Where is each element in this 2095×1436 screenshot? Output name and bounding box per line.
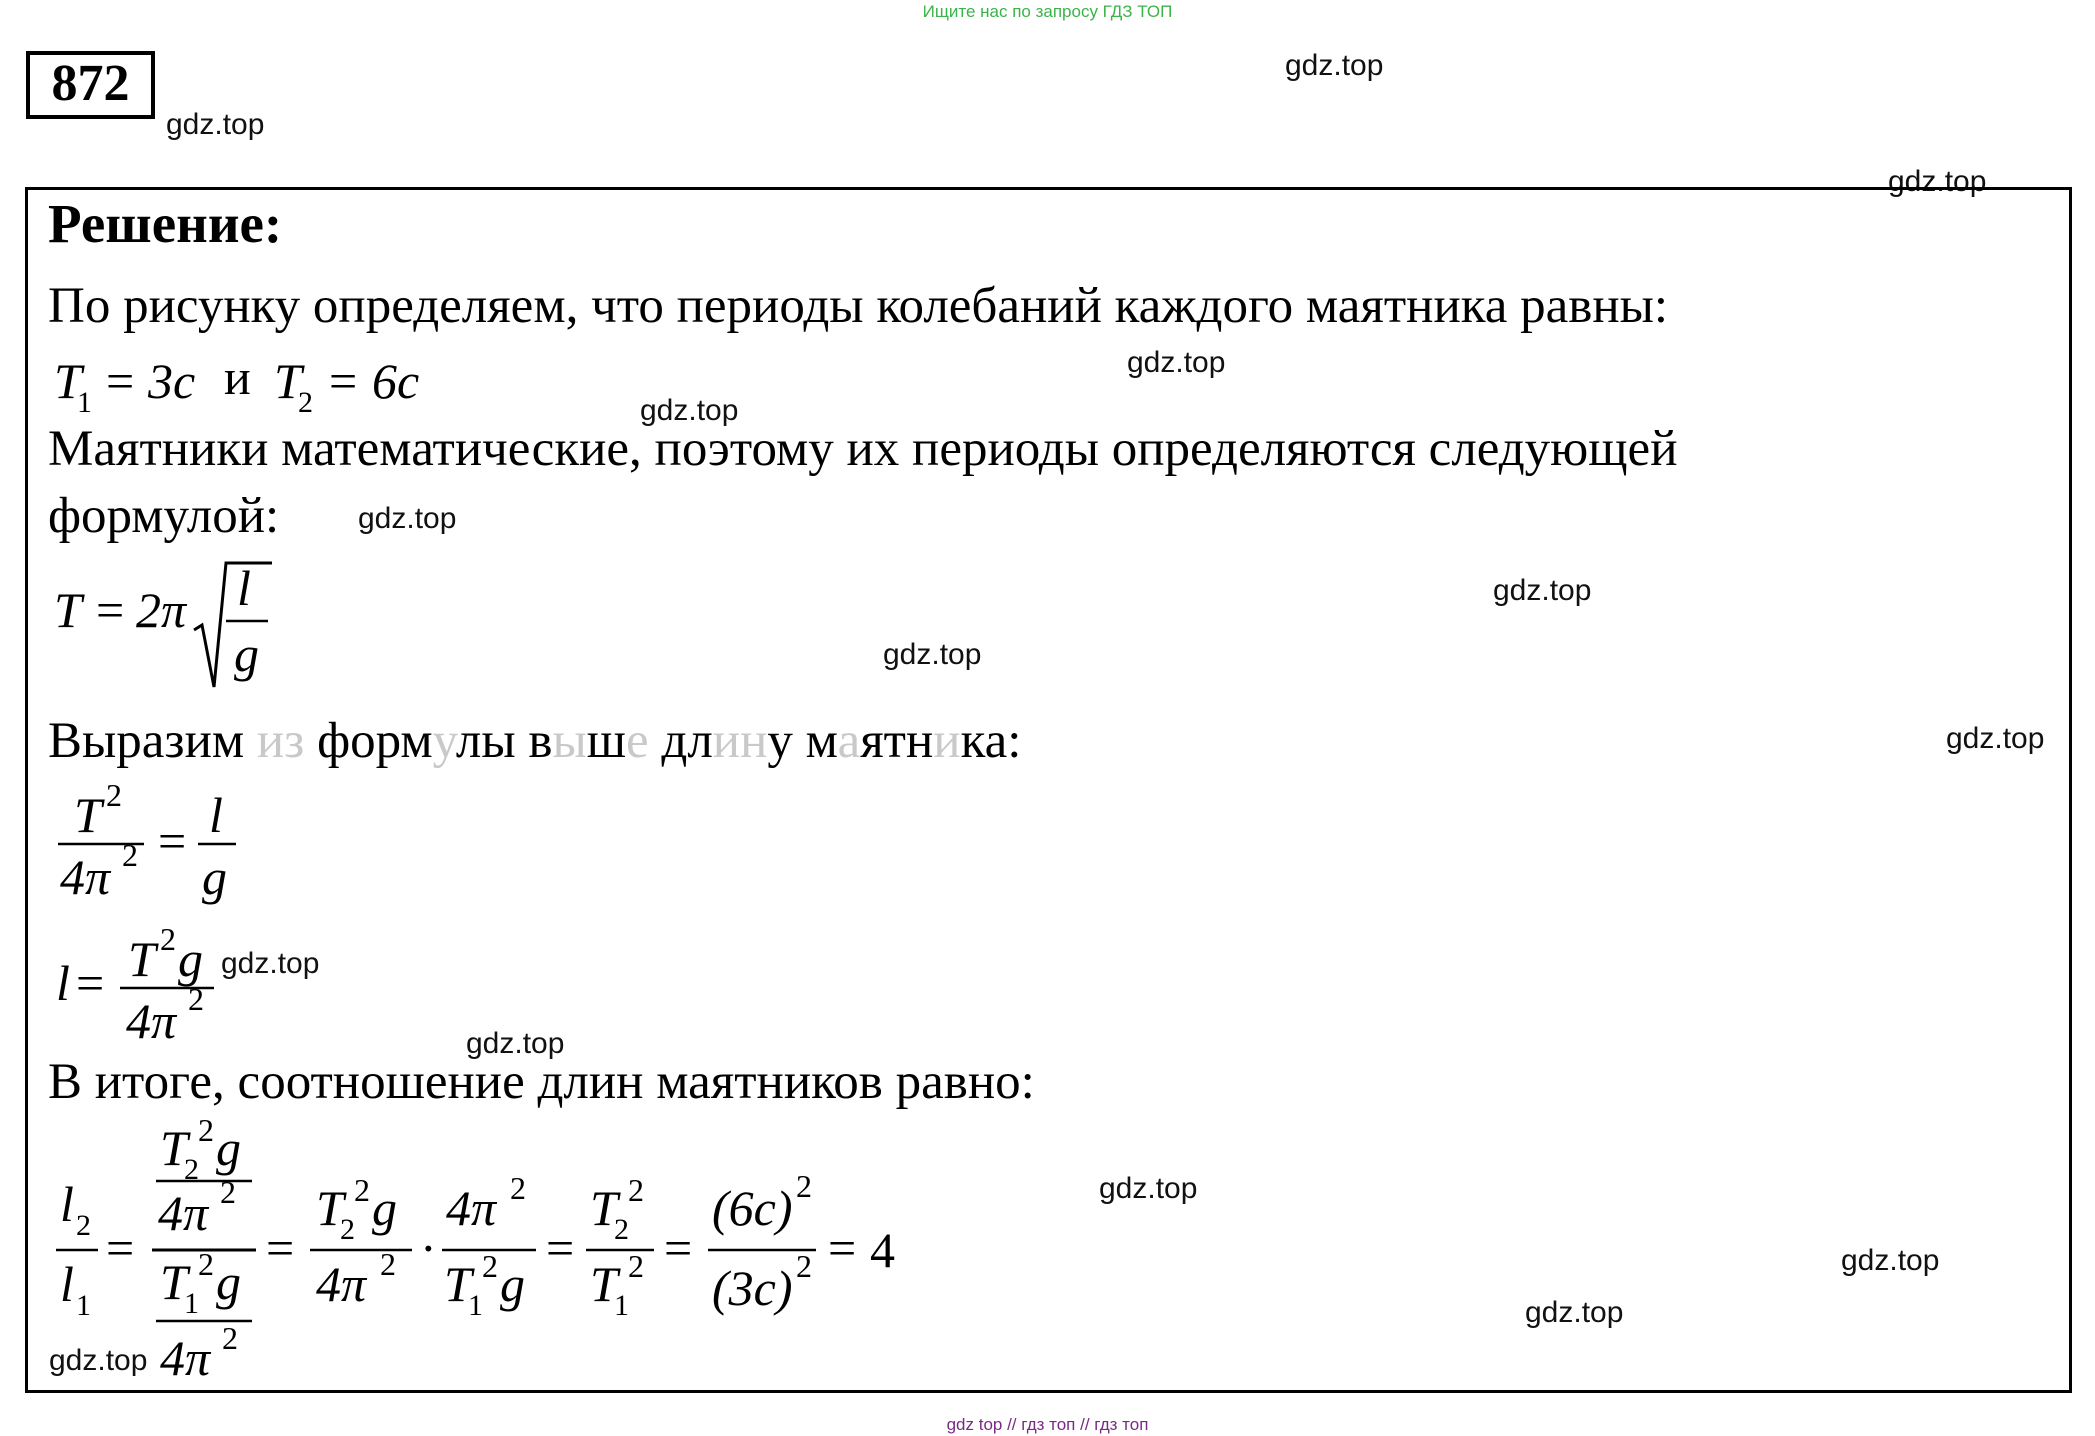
math-sup: 2	[628, 1248, 644, 1284]
math-sup: 2	[122, 837, 138, 873]
math-T: T	[274, 353, 302, 409]
math-T: T	[316, 1180, 344, 1236]
math-three-c: (3c)	[712, 1260, 793, 1316]
solution-heading: Решение:	[48, 193, 283, 254]
math-two-pi: 2π	[136, 582, 187, 638]
math-g: g	[216, 1254, 241, 1310]
math-sup: 2	[510, 1170, 526, 1206]
math-T: T	[444, 1256, 472, 1312]
math-sup: 2	[220, 1174, 236, 1210]
math-result: 4	[870, 1222, 895, 1278]
math-T: T	[590, 1256, 618, 1312]
text-result: В итоге, соотношение длин маятников равно:	[48, 1054, 1035, 1110]
math-eq: =	[266, 1220, 295, 1276]
math-eq: =	[158, 813, 187, 869]
watermark: gdz.top	[640, 394, 739, 427]
watermark: gdz.top	[221, 947, 320, 980]
watermark: gdz.top	[1099, 1172, 1198, 1205]
math-T: T	[590, 1180, 618, 1236]
watermark: gdz.top	[166, 108, 265, 141]
math-T: T	[54, 582, 82, 638]
watermark: gdz.top	[1285, 49, 1384, 82]
watermark: gdz.top	[49, 1344, 148, 1377]
sqrt-sign	[194, 563, 272, 687]
math-l: l	[237, 560, 251, 616]
math-eq: =	[96, 582, 125, 638]
formula-final	[54, 1112, 934, 1387]
math-g: g	[216, 1120, 241, 1176]
math-sub: 1	[77, 386, 92, 419]
math-value: 3c	[148, 353, 196, 409]
math-sup: 2	[188, 981, 204, 1017]
math-eq: =	[106, 353, 135, 409]
math-four-pi: 4π	[158, 1185, 209, 1241]
text-formula-label: формулой:	[48, 488, 280, 544]
watermark: gdz.top	[358, 502, 457, 535]
watermark: gdz.top	[1493, 574, 1592, 607]
math-conj: и	[224, 349, 251, 405]
watermark: gdz.top	[1946, 722, 2045, 755]
watermark: gdz.top	[1127, 346, 1226, 379]
math-sub: 2	[184, 1153, 199, 1186]
top-banner: Ищите нас по запросу ГДЗ ТОП	[922, 2, 1173, 21]
math-sup: 2	[222, 1320, 238, 1356]
math-dot: ·	[420, 1220, 437, 1276]
math-T: T	[128, 931, 156, 987]
math-T: T	[74, 787, 102, 843]
math-sub: 2	[76, 1209, 91, 1242]
formula-length	[54, 921, 234, 1056]
math-sup: 2	[198, 1246, 214, 1282]
math-l: l	[60, 1256, 74, 1312]
formula-ratio	[56, 777, 256, 912]
math-T: T	[160, 1120, 188, 1176]
text-express: Выразим из формулы выше длину маятника:	[48, 713, 1022, 769]
math-four-pi: 4π	[60, 849, 111, 905]
math-eq: =	[664, 1220, 693, 1276]
watermark: gdz.top	[1525, 1296, 1624, 1329]
math-l: l	[209, 787, 223, 843]
math-value: 6c	[372, 353, 420, 409]
math-four-pi: 4π	[446, 1180, 497, 1236]
math-sup: 2	[354, 1172, 370, 1208]
math-four-pi: 4π	[316, 1256, 367, 1312]
math-sup: 2	[628, 1172, 644, 1208]
math-eq: =	[106, 1220, 135, 1276]
math-sup: 2	[160, 921, 176, 957]
math-sup: 2	[198, 1112, 214, 1148]
watermark: gdz.top	[1888, 165, 1987, 198]
math-eq: =	[329, 353, 358, 409]
math-l: l	[60, 1176, 74, 1232]
math-sub: 1	[76, 1289, 91, 1322]
math-sup: 2	[796, 1248, 812, 1284]
math-eq: =	[76, 955, 105, 1011]
math-g: g	[178, 931, 203, 987]
math-sub: 1	[468, 1289, 483, 1322]
math-sup: 2	[796, 1168, 812, 1204]
math-six-c: (6c)	[712, 1180, 793, 1236]
formula-period	[54, 555, 314, 695]
math-g: g	[372, 1180, 397, 1236]
math-l: l	[56, 955, 70, 1011]
text-periods: По рисунку определяем, что периоды колебаний каждого маятника равны:	[48, 278, 1669, 334]
math-four-pi: 4π	[160, 1330, 211, 1386]
problem-number: 872	[26, 51, 155, 119]
watermark: gdz.top	[466, 1027, 565, 1060]
math-sup: 2	[482, 1248, 498, 1284]
watermark: gdz.top	[883, 638, 982, 671]
math-T: T	[54, 353, 82, 409]
text-pendulum-math: Маятники математические, поэтому их периоды определяются следующей	[48, 421, 1678, 477]
math-sub: 2	[340, 1213, 355, 1246]
math-sup: 2	[106, 777, 122, 813]
math-T: T	[160, 1254, 188, 1310]
math-sub: 1	[184, 1287, 199, 1320]
math-g: g	[500, 1256, 525, 1312]
footer-links: gdz top // гдз топ // гдз топ	[946, 1415, 1149, 1434]
math-eq: =	[828, 1220, 857, 1276]
math-four-pi: 4π	[126, 993, 177, 1049]
math-sub: 1	[614, 1289, 629, 1322]
math-g: g	[234, 626, 259, 682]
math-g: g	[202, 849, 227, 905]
math-sub: 2	[298, 386, 313, 419]
math-sup: 2	[380, 1246, 396, 1282]
formula-periods	[54, 350, 454, 420]
math-eq: =	[546, 1220, 575, 1276]
math-sub: 2	[614, 1213, 629, 1246]
watermark: gdz.top	[1841, 1244, 1940, 1277]
